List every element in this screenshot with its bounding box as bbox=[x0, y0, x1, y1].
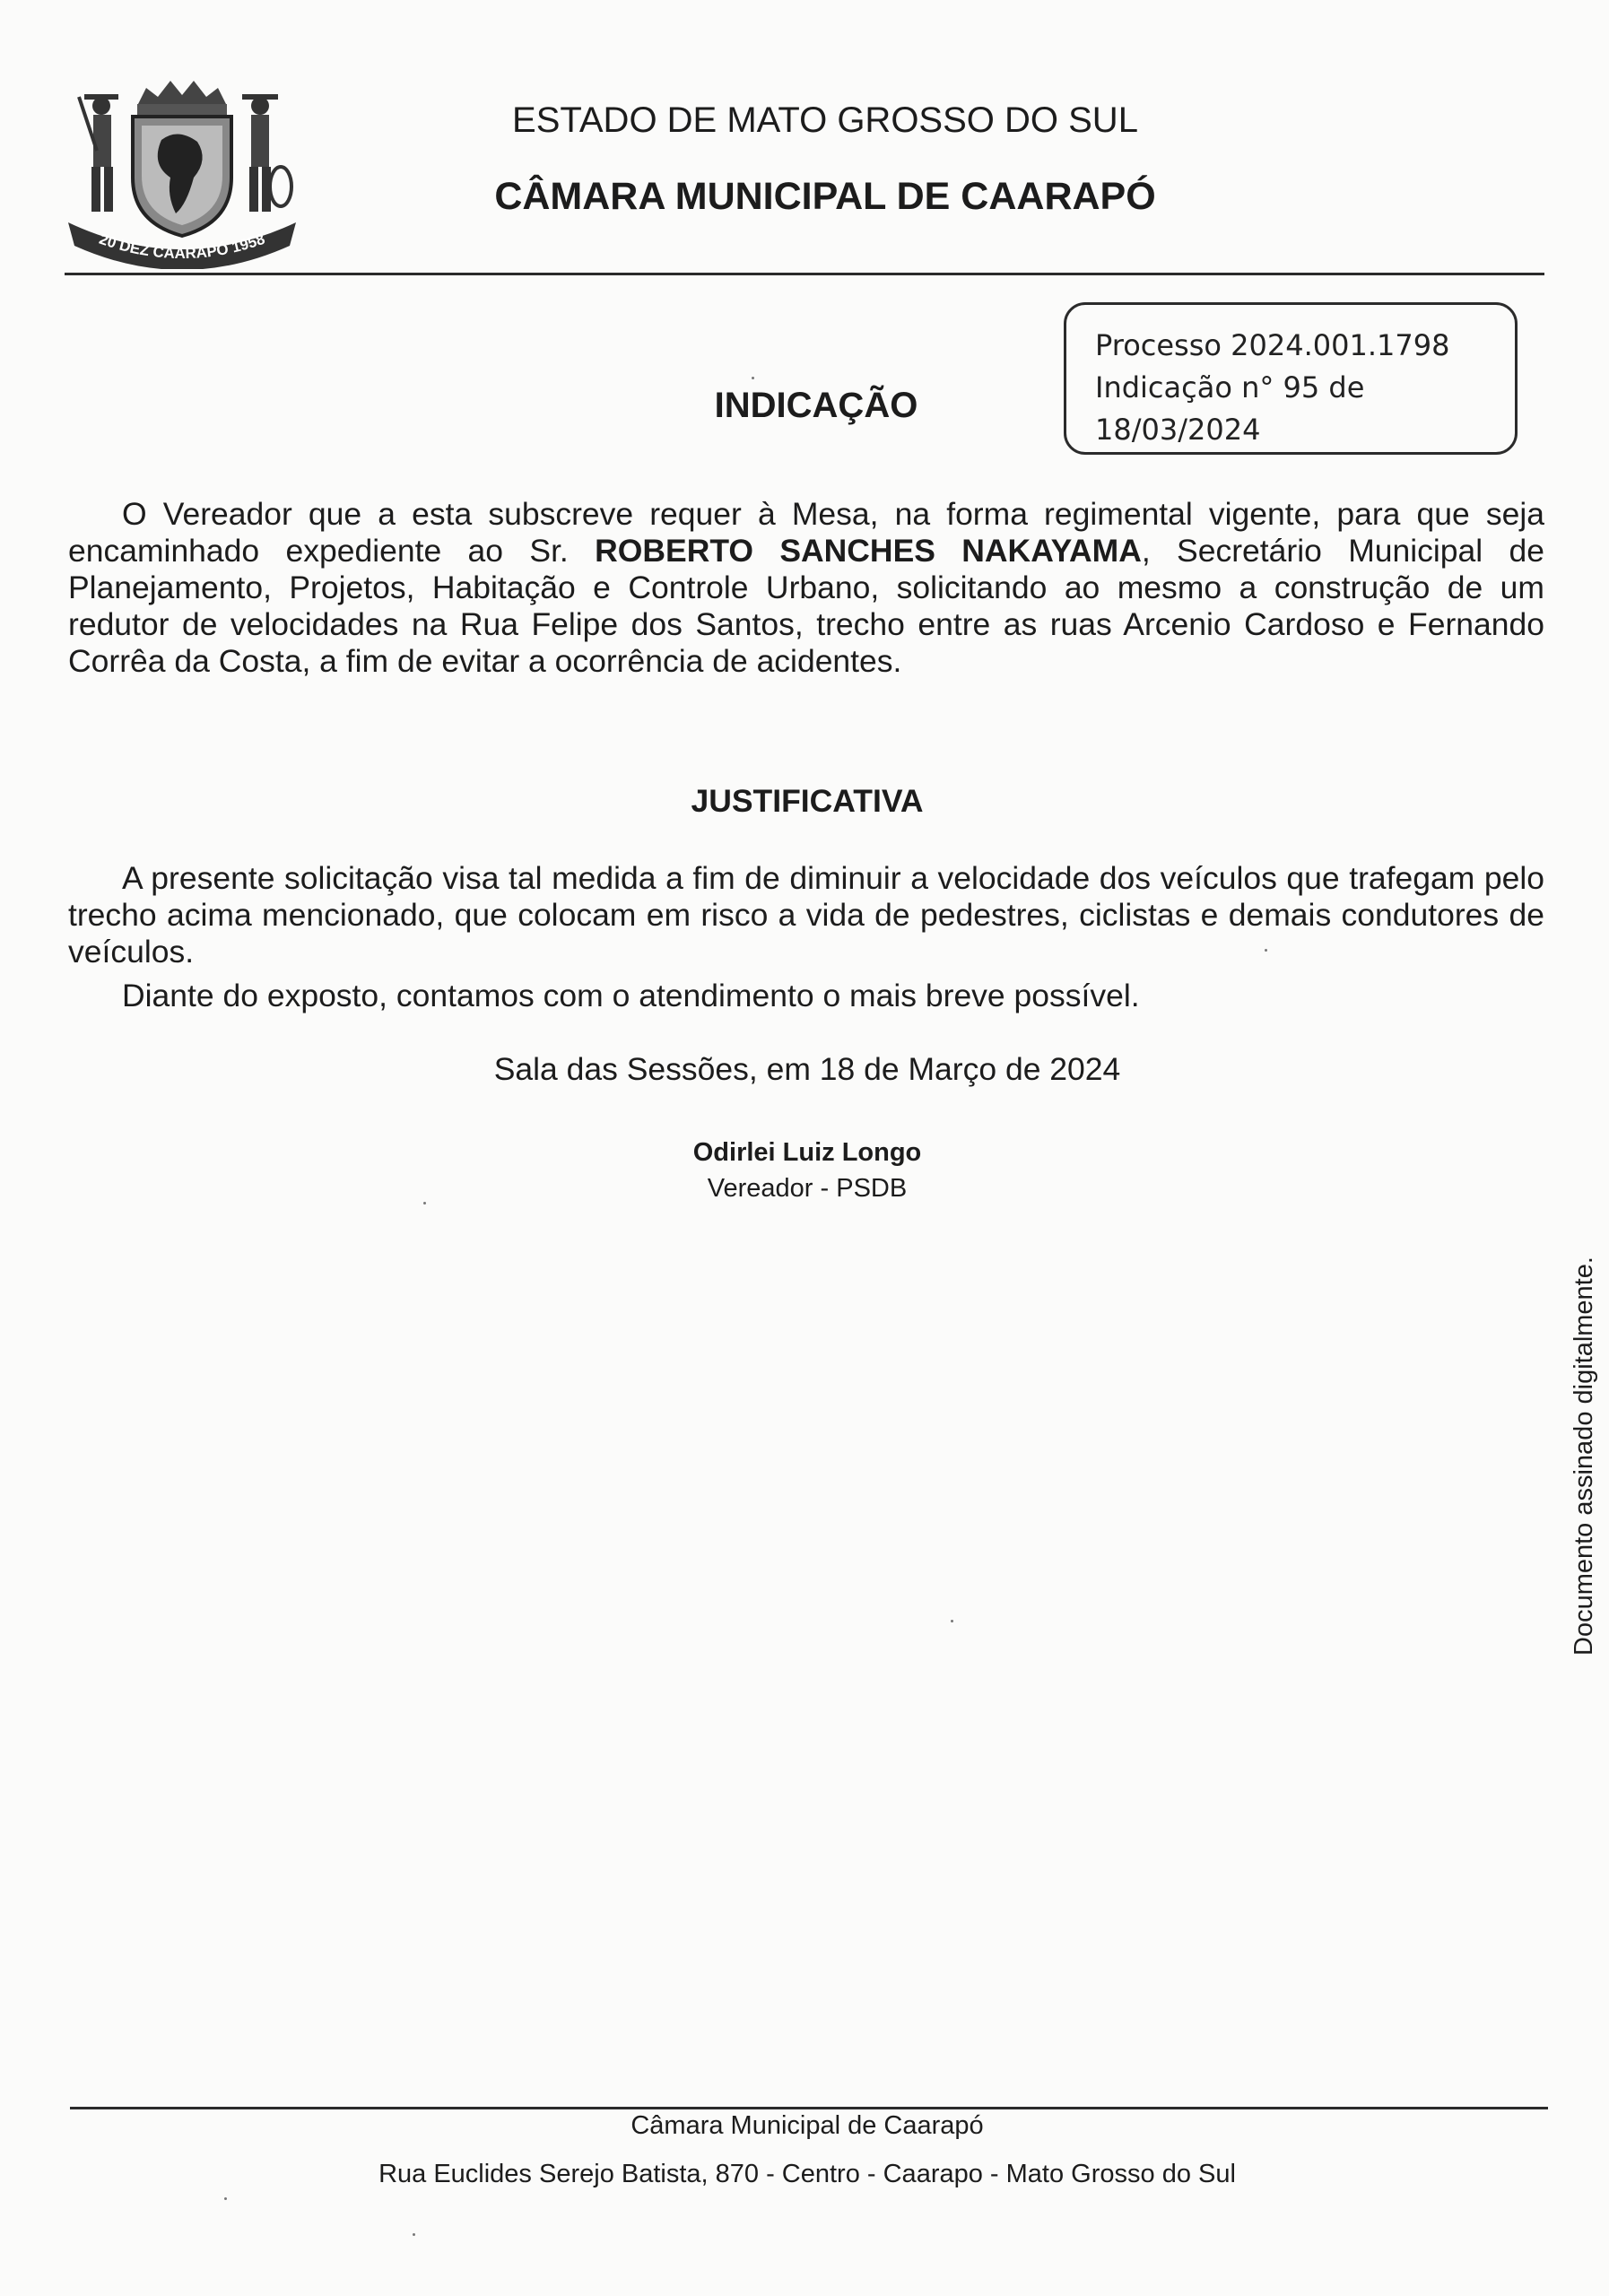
chamber-title: CÂMARA MUNICIPAL DE CAARAPÓ bbox=[494, 175, 1156, 218]
header-divider bbox=[65, 273, 1544, 275]
footer-chamber-name: Câmara Municipal de Caarapó bbox=[631, 2111, 984, 2140]
scan-speck bbox=[951, 1620, 953, 1622]
municipal-coat-of-arms-icon bbox=[61, 70, 303, 269]
footer-address: Rua Euclides Serejo Batista, 870 - Centro - Caarapo - Mato Grosso do Sul bbox=[378, 2160, 1236, 2188]
indication-date: 18/03/2024 bbox=[1095, 413, 1261, 447]
digital-signature-text: Documento assinado digitalmente. bbox=[1570, 1257, 1598, 1656]
process-stamp-box bbox=[1064, 302, 1518, 455]
scan-speck bbox=[752, 377, 754, 379]
intro-paragraph bbox=[68, 496, 1544, 680]
recipient-name: ROBERTO SANCHES NAKAYAMA bbox=[595, 533, 1142, 569]
scan-speck bbox=[423, 1202, 426, 1205]
signer-role: Vereador - PSDB bbox=[707, 1174, 908, 1203]
intro-text-after: , Secretário Municipal de Planejamento, Projetos, Habitação e Controle Urbano, solicitando ao mesmo a construção de um redutor de velocidades na Rua Felipe dos Santos, trecho entre as ruas Arcenio Cardoso e Fernando Corrêa da Costa, a fim de evitar a ocorrência de acidentes. bbox=[68, 533, 1544, 679]
scan-speck bbox=[413, 2233, 415, 2236]
closing-line: Diante do exposto, contamos com o atendimento o mais breve possível. bbox=[122, 978, 1140, 1013]
intro-text-before: O Vereador que a esta subscreve requer à Mesa, na forma regimental vigente, para que seja encaminhado expediente ao Sr. bbox=[68, 496, 1544, 569]
state-title: ESTADO DE MATO GROSSO DO SUL bbox=[512, 100, 1138, 140]
scan-speck bbox=[1265, 949, 1267, 952]
justification-paragraph bbox=[68, 860, 1544, 970]
signer-name: Odirlei Luiz Longo bbox=[692, 1138, 922, 1167]
process-number: Processo 2024.001.1798 bbox=[1095, 328, 1450, 362]
justification-title: JUSTIFICATIVA bbox=[691, 783, 924, 819]
session-date: Sala das Sessões, em 18 de Março de 2024 bbox=[493, 1051, 1121, 1087]
footer-divider bbox=[70, 2107, 1548, 2109]
justification-text: A presente solicitação visa tal medida a fim de diminuir a velocidade dos veículos que trafegam pelo trecho acima mencionado, que colocam em risco a vida de pedestres, ciclistas e demais condutores de veículos. bbox=[68, 860, 1544, 970]
indication-number: Indicação n° 95 de bbox=[1095, 370, 1365, 404]
svg-text:20 DEZ CAARAPÓ 1958: 20 DEZ CAARAPÓ 1958 bbox=[97, 230, 267, 263]
document-title: INDICAÇÃO bbox=[714, 386, 918, 425]
scan-speck bbox=[224, 2197, 227, 2200]
